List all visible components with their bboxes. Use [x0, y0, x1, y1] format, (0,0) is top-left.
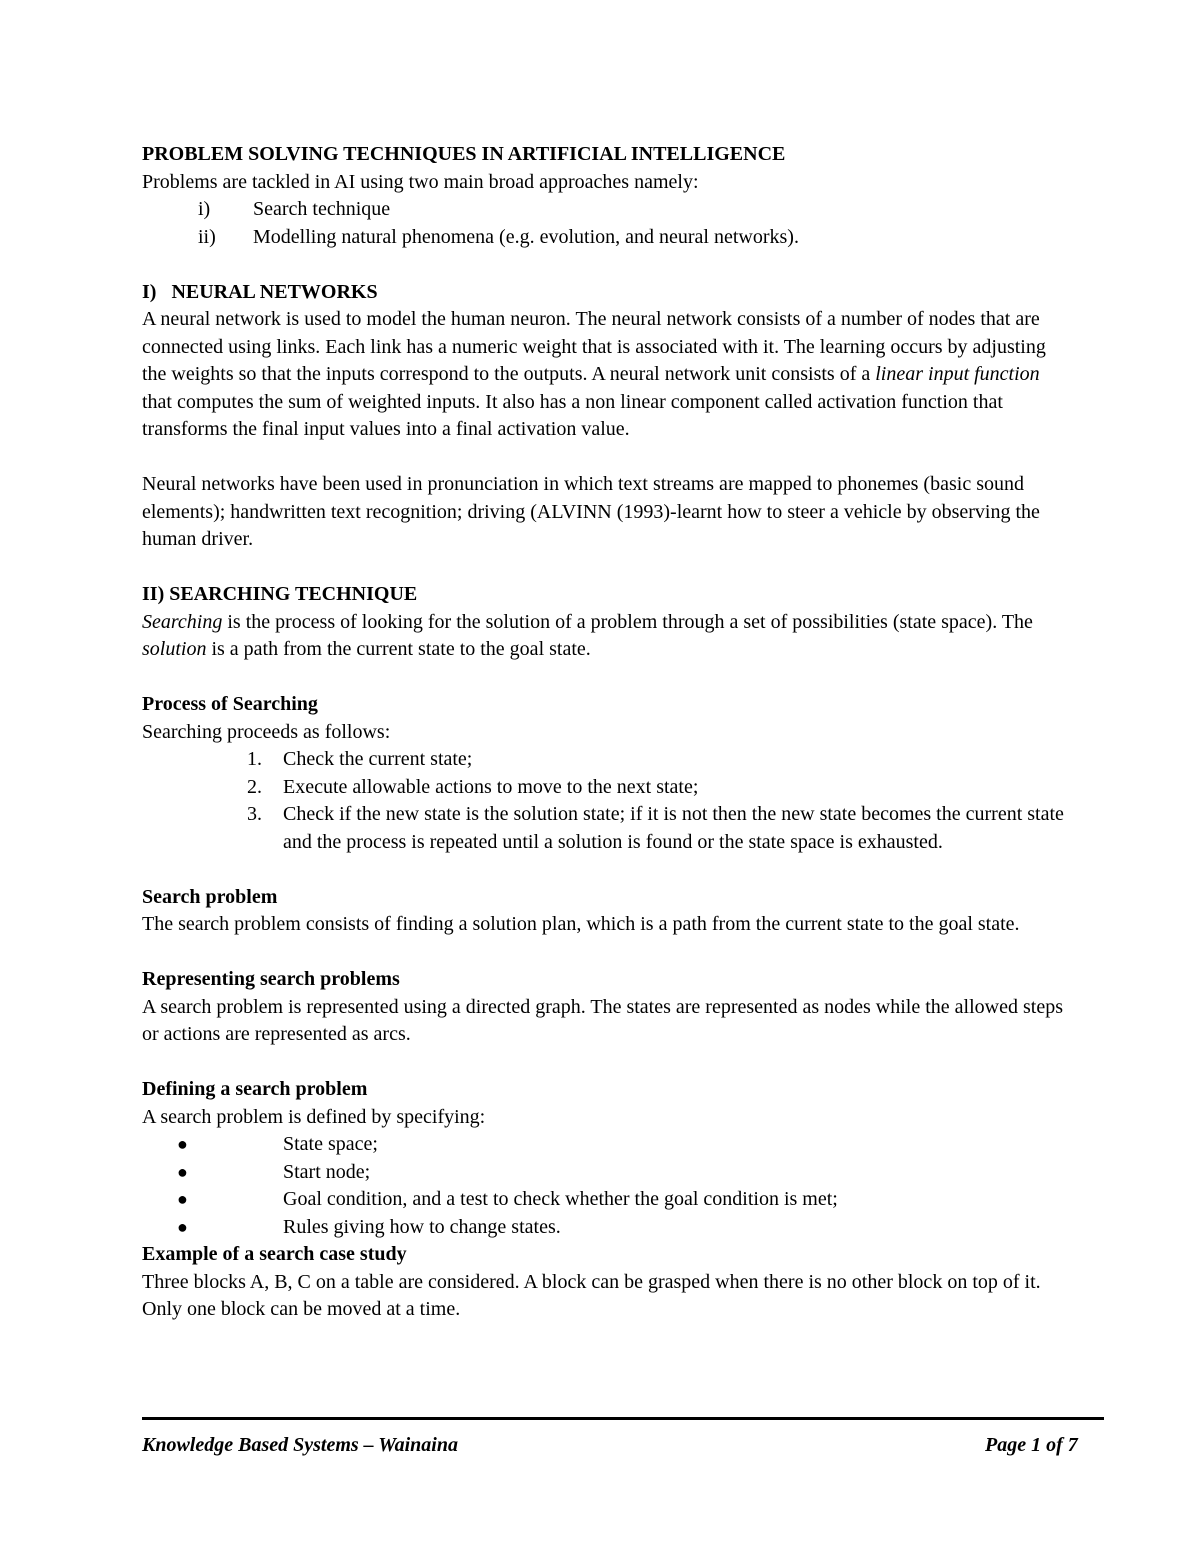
list-item-text: Modelling natural phenomena (e.g. evolution, and neural networks).: [253, 225, 799, 248]
spacer: [142, 251, 1067, 279]
list-item-text: Execute allowable actions to move to the next state;: [283, 775, 699, 798]
search-problem-text: The search problem consists of finding a solution plan, which is a path from the current state to the goal state.: [142, 913, 1020, 935]
list-item-text: Search technique: [253, 198, 391, 220]
list-marker: i): [198, 198, 211, 220]
list-item-text: Start node;: [283, 1160, 371, 1183]
neural-paragraph-1: [142, 306, 1067, 444]
process-steps-list: [142, 746, 1067, 856]
footer-divider: [142, 1417, 1104, 1420]
spacer: [142, 664, 1067, 692]
text-run: is a path from the current state to the goal state.: [206, 638, 591, 660]
list-marker: ii): [198, 225, 216, 248]
list-item: [142, 774, 1067, 802]
subheading-representing: Representing search problems: [142, 968, 400, 990]
spacer: [142, 939, 1067, 967]
list-item-text: Rules giving how to change states.: [283, 1215, 561, 1238]
list-item: [142, 746, 1067, 774]
list-item-text: Goal condition, and a test to check whether the goal condition is met;: [283, 1188, 838, 1210]
spacer: [142, 856, 1067, 884]
text-run: is the process of looking for the solution of a problem through a set of possibilities (state space). The: [222, 610, 1033, 633]
text-run: A neural network is used to model the human neuron. The neural network consists of a number of nodes that are connected using links. Each link has a numeric weight that is associated with it. The learning occurs by adjusting the weights so that the inputs correspond to the outputs. A neural network unit consists of a: [142, 308, 1046, 385]
list-item: [142, 196, 1067, 224]
list-item: [142, 801, 1067, 856]
subheading-defining: Defining a search problem: [142, 1078, 368, 1100]
subheading-process: Process of Searching: [142, 693, 318, 715]
list-item: [142, 1159, 1067, 1187]
process-intro: Searching proceeds as follows:: [142, 720, 391, 743]
defining-intro: A search problem is defined by specifying:: [142, 1105, 486, 1128]
neural-paragraph-2: Neural networks have been used in pronunciation in which text streams are mapped to phonemes (basic sound elements); handwritten text recognition; driving (ALVINN (1993)-learnt how to steer a vehicle by observing the human driver.: [142, 473, 1040, 550]
list-item: [142, 1131, 1067, 1159]
list-marker: 3.: [247, 803, 262, 825]
list-item: [142, 1186, 1067, 1214]
list-item: [142, 224, 1067, 252]
page-content: [142, 141, 1067, 1324]
representing-text: A search problem is represented using a directed graph. The states are represented as nodes while the allowed steps or actions are represented as arcs.: [142, 995, 1063, 1045]
list-marker: 1.: [247, 748, 262, 770]
emphasis-text: Searching: [142, 610, 223, 633]
spacer: [142, 444, 1067, 472]
subheading-search-problem: Search problem: [142, 885, 278, 908]
spacer: [142, 1049, 1067, 1077]
intro-text: Problems are tackled in AI using two main broad approaches namely:: [142, 170, 699, 193]
footer-page-number: Page 1 of 7: [985, 1434, 1078, 1456]
defining-list: [142, 1131, 1067, 1241]
text-run: that computes the sum of weighted inputs. It also has a non linear component called activation function that transforms the final input values into a final activation value.: [142, 390, 1003, 440]
spacer: [142, 554, 1067, 582]
bullet-icon: ●: [177, 1134, 188, 1154]
list-item-text: State space;: [283, 1133, 378, 1155]
list-marker: 2.: [247, 775, 262, 798]
emphasis-text: solution: [142, 638, 207, 660]
section-heading-neural: I) NEURAL NETWORKS: [142, 280, 378, 303]
list-item-text: Check if the new state is the solution state; if it is not then the new state becomes the current state and the process is repeated until a solution is found or the state space is exhausted.: [283, 803, 1064, 853]
bullet-icon: ●: [177, 1216, 188, 1237]
section-heading-searching: II) SEARCHING TECHNIQUE: [142, 583, 418, 605]
approaches-list: [142, 196, 1067, 251]
document-title: PROBLEM SOLVING TECHNIQUES IN ARTIFICIAL INTELLIGENCE: [142, 143, 786, 165]
footer-course-author: Knowledge Based Systems – Wainaina: [142, 1434, 458, 1456]
emphasis-text: linear input function: [875, 363, 1040, 385]
list-item: [142, 1214, 1067, 1242]
bullet-icon: ●: [177, 1189, 188, 1209]
subheading-example: Example of a search case study: [142, 1243, 407, 1265]
list-item-text: Check the current state;: [283, 748, 473, 770]
bullet-icon: ●: [177, 1161, 188, 1182]
searching-paragraph: [142, 609, 1067, 664]
example-text: Three blocks A, B, C on a table are considered. A block can be grasped when there is no other block on top of it. Only one block can be moved at a time.: [142, 1270, 1041, 1320]
